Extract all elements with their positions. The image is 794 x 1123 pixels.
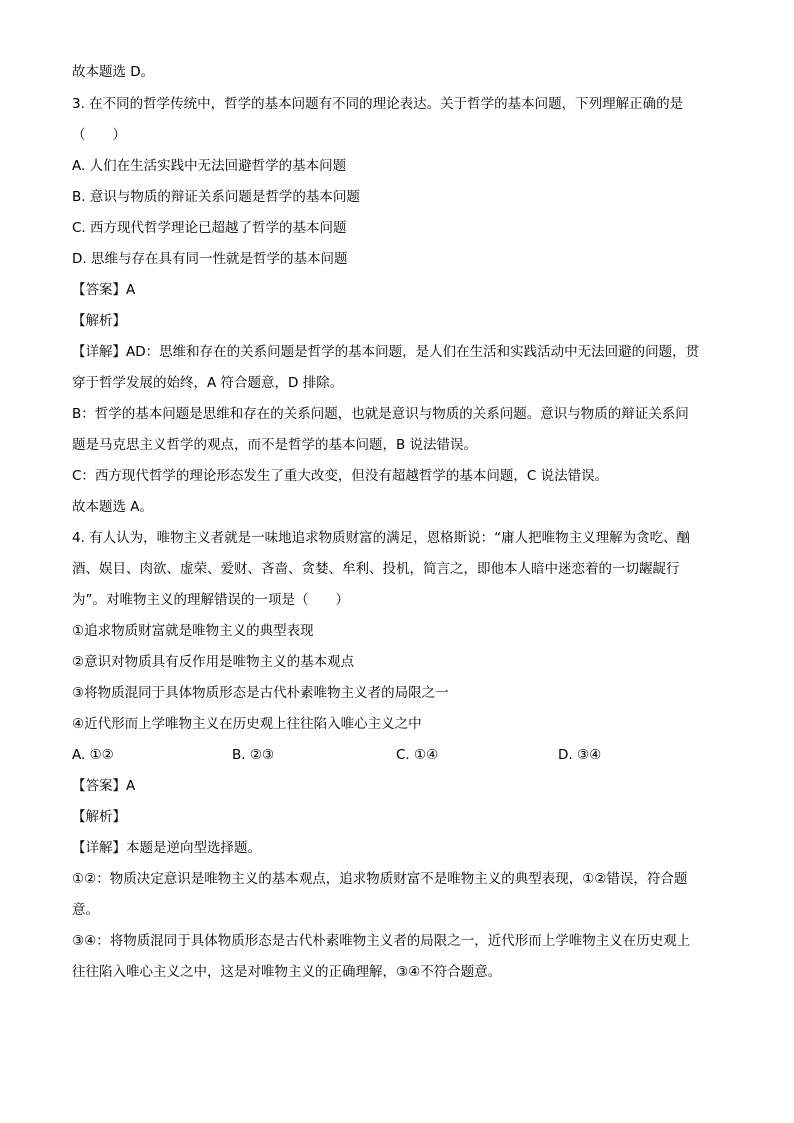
- previous-conclusion: 故本题选 D。: [72, 64, 155, 80]
- q3-analysis-heading: 【解析】: [72, 313, 126, 329]
- q4-statement-2: ②意识对物质具有反作用是唯物主义的基本观点: [72, 654, 355, 670]
- q3-detail-line-2: 穿于哲学发展的始终，A 符合题意，D 排除。: [72, 375, 344, 391]
- q3-option-a: A. 人们在生活实践中无法回避哲学的基本问题: [72, 158, 347, 174]
- q4-statement-1: ①追求物质财富就是唯物主义的典型表现: [72, 623, 314, 639]
- q3-answer: 【答案】A: [72, 282, 136, 298]
- q4-statement-4: ④近代形而上学唯物主义在历史观上往往陷入唯心主义之中: [72, 716, 422, 732]
- q3-b-explanation-line-1: B：哲学的基本问题是思维和存在的关系问题，也就是意识与物质的关系问题。意识与物质的辩证关系问: [72, 406, 689, 422]
- q3-stem-line-1: 3. 在不同的哲学传统中，哲学的基本问题有不同的理论表达。关于哲学的基本问题，下列理解正确的是: [72, 96, 684, 112]
- q4-stem-line-3: 为”。对唯物主义的理解错误的一项是（ ）: [72, 592, 349, 608]
- q4-choice-d: D. ③④: [558, 747, 602, 763]
- q3-c-explanation: C：西方现代哲学的理论形态发生了重大改变，但没有超越哲学的基本问题，C 说法错误。: [72, 468, 609, 484]
- q4-stem-line-1: 4. 有人认为，唯物主义者就是一味地追求物质财富的满足，恩格斯说：“庸人把唯物主义理解为贪吃、酗: [72, 530, 691, 546]
- q4-choices-row: [72, 745, 724, 765]
- q3-stem-line-2: （ ）: [72, 127, 126, 143]
- q4-answer: 【答案】A: [72, 778, 136, 794]
- q4-detail-intro: 【详解】本题是逆向型选择题。: [72, 840, 261, 856]
- q4-12-explanation-line-1: ①②：物质决定意识是唯物主义的基本观点，追求物质财富不是唯物主义的典型表现，①②错误，符合题: [72, 871, 688, 887]
- q3-b-explanation-line-2: 题是马克思主义哲学的观点，而不是哲学的基本问题，B 说法错误。: [72, 437, 478, 453]
- q3-option-b: B. 意识与物质的辩证关系问题是哲学的基本问题: [72, 189, 360, 205]
- q4-statement-3: ③将物质混同于具体物质形态是古代朴素唯物主义者的局限之一: [72, 685, 449, 701]
- q4-34-explanation-line-2: 往往陷入唯心主义之中，这是对唯物主义的正确理解，③④不符合题意。: [72, 964, 502, 980]
- q4-choice-a: A. ①②: [72, 747, 114, 763]
- q4-34-explanation-line-1: ③④：将物质混同于具体物质形态是古代朴素唯物主义者的局限之一，近代形而上学唯物主义在历史观上: [72, 933, 691, 949]
- q4-choice-c: C. ①④: [396, 747, 439, 763]
- q3-conclusion: 故本题选 A。: [72, 499, 154, 515]
- q4-stem-line-2: 酒、娱目、肉欲、虚荣、爱财、吝啬、贪婪、牟利、投机，简言之，即他本人暗中迷恋着的一切龌龊行: [72, 561, 680, 577]
- q3-option-c: C. 西方现代哲学理论已超越了哲学的基本问题: [72, 220, 347, 236]
- document-page: [72, 62, 724, 982]
- q4-analysis-heading: 【解析】: [72, 809, 126, 825]
- q4-12-explanation-line-2: 意。: [72, 902, 99, 918]
- q3-option-d: D. 思维与存在具有同一性就是哲学的基本问题: [72, 251, 348, 267]
- q4-choice-b: B. ②③: [232, 747, 275, 763]
- q3-detail-line-1: 【详解】AD：思维和存在的关系问题是哲学的基本问题，是人们在生活和实践活动中无法回避的问题，贯: [72, 344, 700, 360]
